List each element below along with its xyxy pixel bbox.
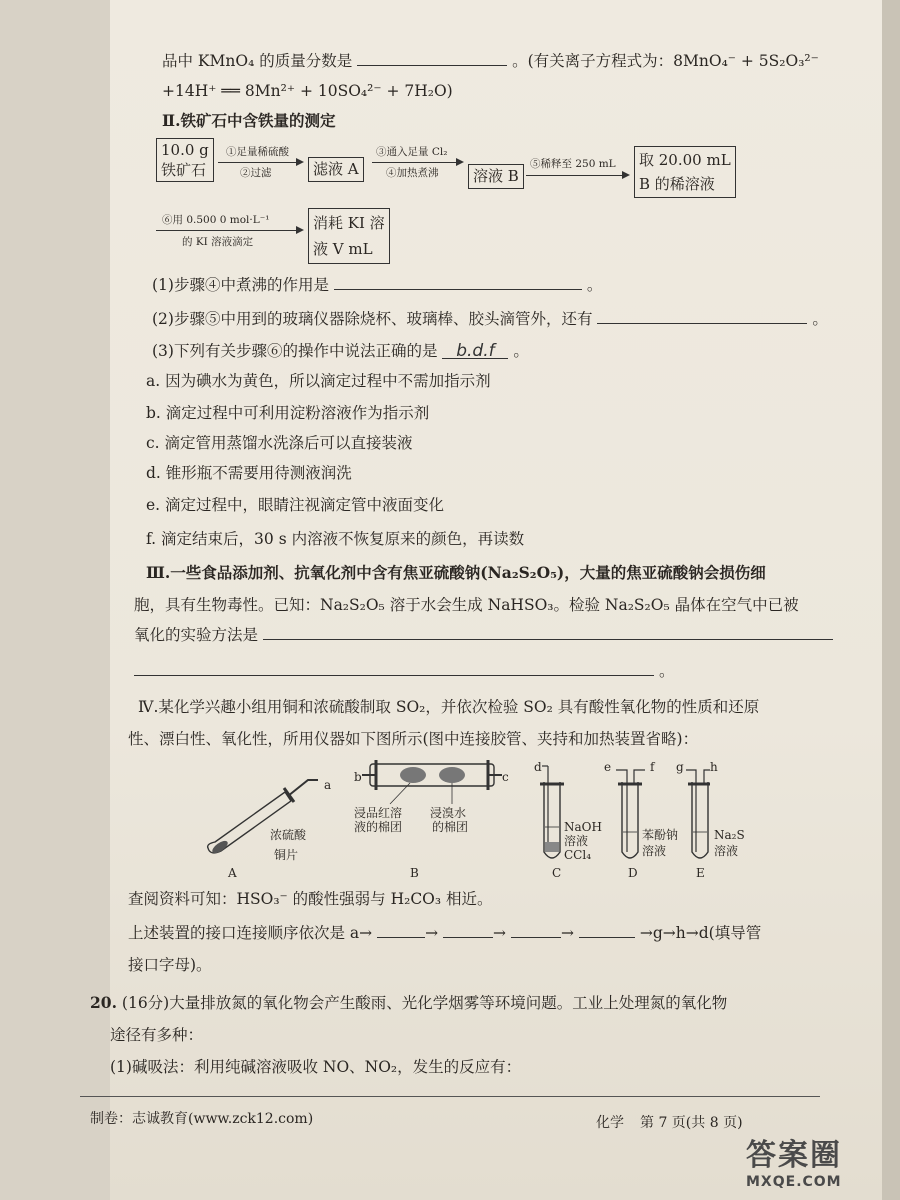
bromine-cotton-label-cont: 的棉团 bbox=[432, 820, 469, 834]
section-2-title: Ⅱ.铁矿石中含铁量的测定 bbox=[162, 111, 336, 130]
step-1-label: ①足量稀硫酸 bbox=[226, 146, 289, 158]
option-d: d. 锥形瓶不需要用待测液润洗 bbox=[146, 464, 352, 482]
port-h-label: h bbox=[710, 760, 718, 774]
section-4-text-cont: 性、漂白性、氧化性，所用仪器如下图所示(图中连接胶管、夹持和加热装置省略)： bbox=[128, 730, 699, 748]
na2s-label: Na₂S bbox=[714, 828, 745, 842]
apparatus-a bbox=[208, 780, 318, 855]
port-f-label: f bbox=[650, 760, 655, 774]
apparatus-a-label: A bbox=[228, 866, 237, 880]
option-c: c. 滴定管用蒸馏水洗涤后可以直接装液 bbox=[146, 434, 413, 452]
option-a: a. 因为碘水为黄色，所以滴定过程中不需加指示剂 bbox=[146, 372, 491, 390]
kmno4-mass-fraction-text: 品中 KMnO₄ 的质量分数是 bbox=[162, 52, 353, 70]
port-a-label: a bbox=[324, 778, 332, 792]
question-2: (2)步骤⑤中用到的玻璃仪器除烧杯、玻璃棒、胶头滴管外，还有 。 bbox=[152, 310, 828, 328]
apparatus-c bbox=[540, 766, 564, 858]
answer-blank-sec3-line2[interactable] bbox=[134, 661, 654, 676]
ccl4-label: CCl₄ bbox=[564, 848, 592, 862]
answer-blank-sec3[interactable] bbox=[263, 625, 833, 640]
answer-blank-order-4[interactable] bbox=[579, 923, 635, 938]
bromine-cotton-label: 浸溴水 bbox=[430, 806, 467, 820]
step-4-label: ④加热煮沸 bbox=[386, 167, 439, 179]
answer-blank-kmno4[interactable] bbox=[357, 51, 507, 66]
flow-arrow-1 bbox=[218, 162, 302, 163]
answer-blank-order-1[interactable] bbox=[377, 923, 425, 938]
apparatus-d-label: D bbox=[628, 866, 638, 880]
flow-arrow-4 bbox=[156, 230, 302, 231]
question-1: (1)步骤④中煮沸的作用是 。 bbox=[152, 276, 603, 294]
step-3-label: ③通入足量 Cl₂ bbox=[376, 146, 448, 158]
page-margin-shadow bbox=[0, 0, 110, 1200]
port-b-label: b bbox=[354, 770, 362, 784]
question-20: 20. (16分)大量排放氮的氧化物会产生酸雨、光化学烟雾等环境问题。工业上处理氮的氧化物 bbox=[90, 993, 728, 1012]
apparatus-e-label: E bbox=[696, 866, 705, 880]
sodium-phenoxide-label: 苯酚钠 bbox=[642, 828, 679, 842]
flow-box-aliquot: 取 20.00 mL B 的稀溶液 bbox=[634, 146, 736, 198]
flow-box-ki-volume: 消耗 KI 溶 液 V mL bbox=[308, 208, 390, 264]
step-5-label: ⑤稀释至 250 mL bbox=[530, 158, 616, 170]
flow-arrow-2 bbox=[372, 162, 462, 163]
sodium-phenoxide-solution-label: 溶液 bbox=[642, 844, 667, 858]
watermark-logo: 答案圈 MXQE.COM bbox=[746, 1138, 842, 1190]
section-4-text: Ⅳ.某化学兴趣小组用铜和浓硫酸制取 SO₂，并依次检验 SO₂ 具有酸性氧化物的性质和还原 bbox=[138, 698, 760, 716]
reference-info: 查阅资料可知：HSO₃⁻ 的酸性强弱与 H₂CO₃ 相近。 bbox=[128, 890, 493, 908]
answer-blank-order-2[interactable] bbox=[443, 923, 493, 938]
flow-box-filtrate-a: 滤液 A bbox=[308, 157, 364, 182]
exam-page bbox=[90, 0, 882, 1200]
apparatus-b bbox=[362, 760, 502, 804]
naoh-label: NaOH bbox=[564, 820, 602, 834]
footer-divider bbox=[80, 1096, 820, 1097]
connection-order-question: 上述装置的接口连接顺序依次是 a→ → → → →g→h→d(填导管 bbox=[128, 924, 762, 942]
conc-sulfuric-acid-label: 浓硫酸 bbox=[270, 828, 307, 842]
port-d-label: d bbox=[534, 760, 542, 774]
port-g-label: g bbox=[676, 760, 684, 774]
option-b: b. 滴定过程中可利用淀粉溶液作为指示剂 bbox=[146, 404, 430, 422]
step-6-label: ⑥用 0.500 0 mol·L⁻¹ bbox=[162, 214, 270, 226]
na2s-solution-label: 溶液 bbox=[714, 844, 739, 858]
answer-blank-q1[interactable] bbox=[334, 275, 582, 290]
footer-subject: 化学 bbox=[596, 1115, 624, 1131]
footer-page-number: 第 7 页(共 8 页) bbox=[640, 1115, 743, 1131]
apparatus-d bbox=[616, 770, 645, 858]
question-20-cont: 途径有多种： bbox=[110, 1026, 204, 1044]
kmno4-question-line bbox=[162, 50, 819, 72]
answer-blank-order-3[interactable] bbox=[511, 923, 561, 938]
ionic-equation-text: 。(有关离子方程式为：8MnO₄⁻ + 5S₂O₃²⁻ bbox=[512, 52, 819, 70]
section-3-text: Ⅲ.一些食品添加剂、抗氧化剂中含有焦亚硫酸钠(Na₂S₂O₅)，大量的焦亚硫酸钠会损伤细 bbox=[146, 563, 766, 582]
naoh-solution-label: 溶液 bbox=[564, 834, 589, 848]
port-c-label: c bbox=[502, 770, 509, 784]
fuchsin-cotton-label: 浸品红溶 bbox=[354, 806, 403, 820]
flow-box-solution-b: 溶液 B bbox=[468, 164, 524, 189]
question-3: (3)下列有关步骤⑥的操作中说法正确的是 b.d.f 。 bbox=[152, 341, 529, 361]
section-3-question: 氧化的实验方法是 bbox=[134, 624, 833, 646]
section-3-question-cont: 。 bbox=[134, 660, 674, 682]
port-e-label: e bbox=[604, 760, 612, 774]
answer-blank-q2[interactable] bbox=[597, 309, 807, 324]
question-20-part-1: (1)碱吸法：利用纯碱溶液吸收 NO、NO₂，发生的反应有： bbox=[110, 1058, 522, 1076]
fuchsin-cotton-label-cont: 液的棉团 bbox=[354, 820, 403, 834]
footer-publisher: 制卷：志诚教育(www.zck12.com) bbox=[90, 1111, 314, 1127]
step-6-label-cont: 的 KI 溶液滴定 bbox=[182, 236, 254, 248]
option-e: e. 滴定过程中，眼睛注视滴定管中液面变化 bbox=[146, 496, 445, 514]
step-2-label: ②过滤 bbox=[240, 167, 272, 179]
question-20-number: 20. bbox=[90, 993, 117, 1012]
section-3-text-cont: 胞，具有生物毒性。已知：Na₂S₂O₅ 溶于水会生成 NaHSO₃。检验 Na₂S₂O₅ 晶体在空气中已被 bbox=[134, 596, 799, 614]
copper-sheet-label: 铜片 bbox=[274, 848, 299, 862]
apparatus-b-label: B bbox=[410, 866, 419, 880]
flow-arrow-3 bbox=[526, 175, 628, 176]
apparatus-e bbox=[686, 770, 710, 858]
connection-order-question-cont: 接口字母)。 bbox=[128, 956, 212, 974]
option-f: f. 滴定结束后，30 s 内溶液不恢复原来的颜色，再读数 bbox=[146, 530, 525, 548]
ionic-equation-cont: +14H⁺ ══ 8Mn²⁺ + 10SO₄²⁻ + 7H₂O) bbox=[162, 82, 453, 100]
handwritten-answer-q3[interactable]: b.d.f bbox=[442, 344, 508, 359]
apparatus-c-label: C bbox=[552, 866, 562, 880]
flow-box-ore: 10.0 g 铁矿石 bbox=[156, 138, 214, 182]
